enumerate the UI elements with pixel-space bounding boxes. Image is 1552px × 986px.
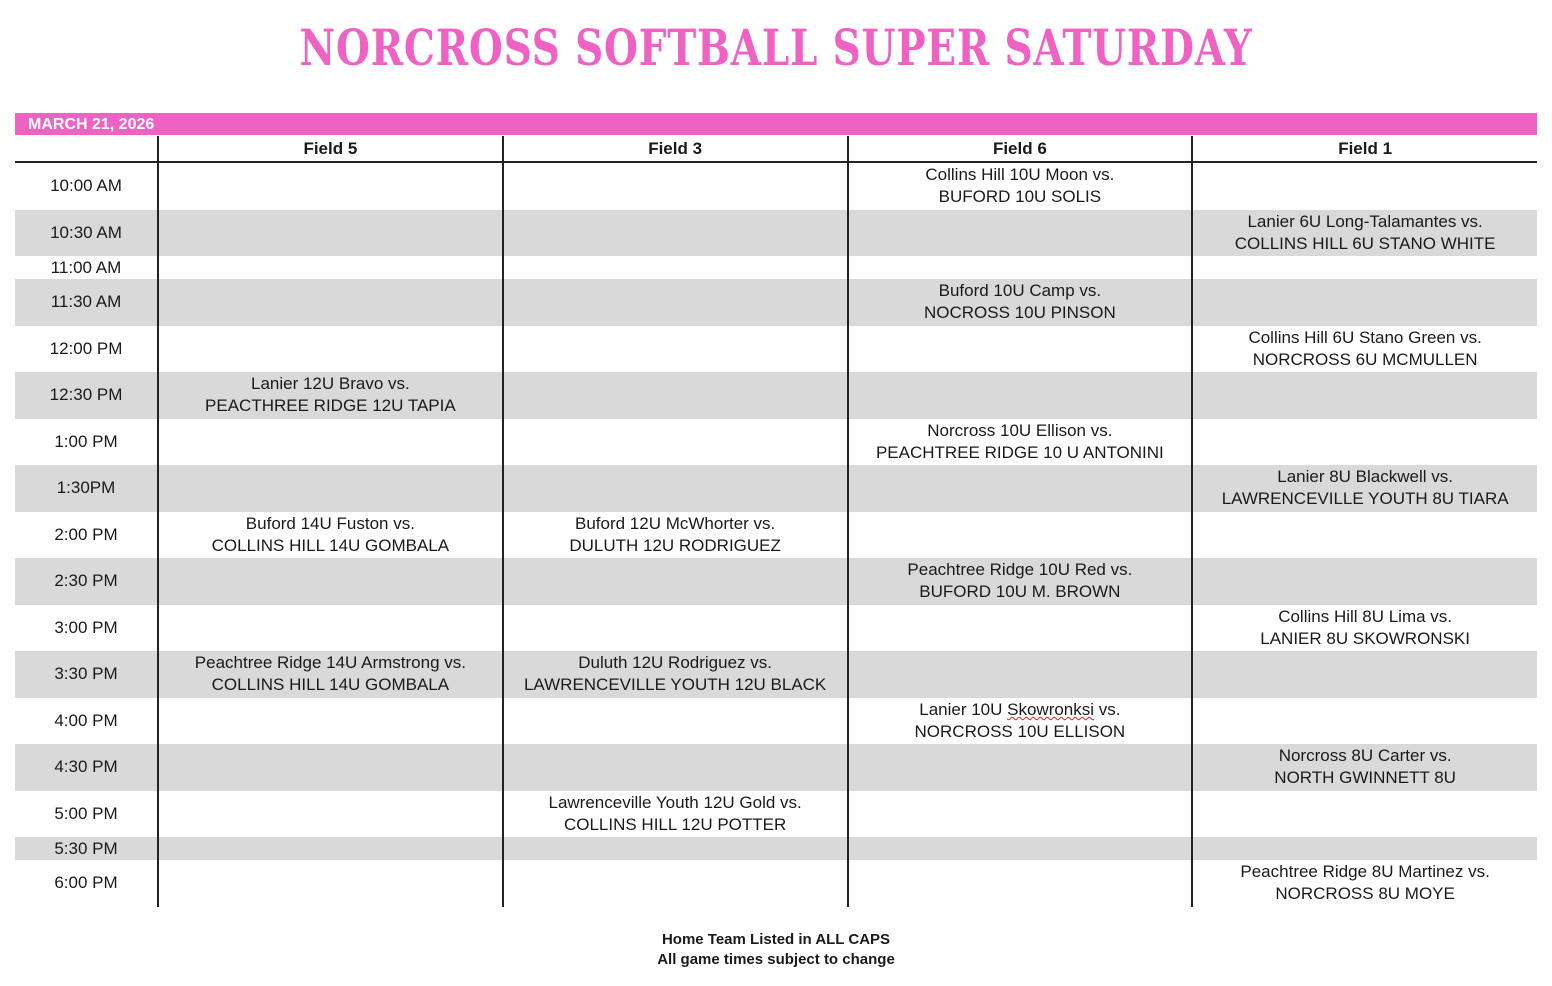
schedule-body xyxy=(15,162,1537,907)
schedule-row xyxy=(15,256,1537,279)
schedule-row xyxy=(15,465,1537,512)
empty-cell xyxy=(848,791,1193,838)
empty-cell xyxy=(848,465,1193,512)
away-team: Norcross 8U Carter vs. xyxy=(1278,746,1452,766)
game-cell xyxy=(503,512,848,559)
empty-cell xyxy=(503,860,848,907)
empty-cell xyxy=(158,860,503,907)
empty-cell xyxy=(503,279,848,326)
time-slot: 1:30PM xyxy=(15,465,158,512)
schedule-row xyxy=(15,558,1537,605)
game-cell xyxy=(503,651,848,698)
schedule-row xyxy=(15,419,1537,466)
time-slot: 12:00 PM xyxy=(49,338,123,358)
away-team: Lanier 8U Blackwell vs. xyxy=(1277,467,1453,487)
time-slot: 2:00 PM xyxy=(54,524,118,544)
away-team: Collins Hill 10U Moon vs. xyxy=(925,165,1115,185)
field-header: Field 1 xyxy=(1192,136,1537,162)
empty-cell xyxy=(158,744,503,791)
empty-cell xyxy=(503,256,848,279)
game-cell xyxy=(848,279,1193,326)
empty-cell xyxy=(1192,419,1537,466)
empty-cell xyxy=(1192,558,1537,605)
empty-cell xyxy=(1192,698,1537,745)
empty-cell xyxy=(158,558,503,605)
home-team: COLLINS HILL 14U GOMBALA xyxy=(211,675,450,695)
away-team: Peachtree Ridge 10U Red vs. xyxy=(907,560,1133,580)
game-cell xyxy=(848,419,1193,466)
empty-cell xyxy=(1192,372,1537,419)
schedule-row xyxy=(15,372,1537,419)
home-team: LAWRENCEVILLE YOUTH 8U TIARA xyxy=(1221,489,1509,509)
empty-cell xyxy=(158,210,503,257)
home-team: PEACTHREE RIDGE 12U TAPIA xyxy=(205,396,456,416)
field-header: Field 6 xyxy=(848,136,1193,162)
home-team: NORCROSS 10U ELLISON xyxy=(914,721,1126,741)
time-slot: 2:30 PM xyxy=(15,558,158,605)
game-cell xyxy=(158,651,503,698)
away-team: Collins Hill 8U Lima vs. xyxy=(1278,606,1453,626)
empty-cell xyxy=(1192,837,1537,860)
footer-notes xyxy=(0,930,1552,970)
game-cell xyxy=(158,372,503,419)
home-team: PEACHTREE RIDGE 10 U ANTONINI xyxy=(875,442,1164,462)
header-row xyxy=(15,136,1537,162)
empty-cell xyxy=(848,651,1193,698)
empty-cell xyxy=(1192,512,1537,559)
empty-cell xyxy=(503,210,848,257)
page-title: NORCROSS SOFTBALL SUPER SATURDAY xyxy=(299,18,1253,77)
empty-cell xyxy=(503,698,848,745)
schedule-row xyxy=(15,651,1537,698)
empty-cell xyxy=(503,162,848,210)
empty-cell xyxy=(158,419,503,466)
home-team: NORCROSS 6U MCMULLEN xyxy=(1252,349,1478,369)
empty-cell xyxy=(158,162,503,210)
away-team: Norcross 10U Ellison vs. xyxy=(927,420,1113,440)
empty-cell xyxy=(848,326,1193,373)
time-column-header xyxy=(15,136,158,162)
empty-cell xyxy=(158,605,503,652)
empty-cell xyxy=(848,512,1193,559)
empty-cell xyxy=(503,744,848,791)
schedule-row xyxy=(15,326,1537,373)
empty-cell xyxy=(848,256,1193,279)
game-cell xyxy=(1192,860,1537,907)
time-slot: 11:30 AM xyxy=(15,279,158,326)
time-slot: 3:00 PM xyxy=(54,617,118,637)
empty-cell xyxy=(158,256,503,279)
away-team: Buford 10U Camp vs. xyxy=(938,281,1102,301)
time-slot: 4:00 PM xyxy=(54,710,118,730)
away-team: Buford 12U McWhorter vs. xyxy=(574,513,776,533)
home-team: NORTH GWINNETT 8U xyxy=(1274,768,1456,788)
time-slot: 3:30 PM xyxy=(15,651,158,698)
away-team: Peachtree Ridge 14U Armstrong vs. xyxy=(194,653,466,673)
empty-cell xyxy=(848,837,1193,860)
empty-cell xyxy=(848,210,1193,257)
game-cell xyxy=(1192,605,1537,652)
game-cell xyxy=(158,512,503,559)
time-slot: 4:30 PM xyxy=(15,744,158,791)
schedule-row xyxy=(15,860,1537,907)
away-team: Lanier 12U Bravo vs. xyxy=(251,374,410,394)
game-cell xyxy=(503,791,848,838)
schedule-change-note: All game times subject to change xyxy=(657,951,895,968)
empty-cell xyxy=(503,419,848,466)
empty-cell xyxy=(1192,651,1537,698)
time-slot: 11:00 AM xyxy=(50,257,122,277)
empty-cell xyxy=(848,372,1193,419)
schedule-row xyxy=(15,791,1537,838)
empty-cell xyxy=(503,558,848,605)
empty-cell xyxy=(848,744,1193,791)
spellcheck-underline: Skowronksi xyxy=(1007,699,1095,719)
empty-cell xyxy=(1192,791,1537,838)
empty-cell xyxy=(503,837,848,860)
schedule-row xyxy=(15,698,1537,745)
away-team: Lanier 6U Long-Talamantes vs. xyxy=(1247,211,1483,231)
field-header: Field 3 xyxy=(503,136,848,162)
away-team: Peachtree Ridge 8U Martinez vs. xyxy=(1240,862,1490,882)
schedule-row xyxy=(15,279,1537,326)
schedule-row xyxy=(15,744,1537,791)
empty-cell xyxy=(158,279,503,326)
time-slot: 5:30 PM xyxy=(15,837,158,860)
schedule-row xyxy=(15,605,1537,652)
empty-cell xyxy=(158,465,503,512)
game-cell xyxy=(1192,465,1537,512)
empty-cell xyxy=(158,698,503,745)
game-cell xyxy=(848,558,1193,605)
time-slot: 10:30 AM xyxy=(15,210,158,257)
date-banner xyxy=(15,113,1537,135)
schedule-table xyxy=(15,136,1537,907)
schedule-row xyxy=(15,162,1537,210)
event-date: MARCH 21, 2026 xyxy=(28,116,155,133)
game-cell xyxy=(848,698,1193,745)
time-slot: 12:30 PM xyxy=(15,372,158,419)
game-cell xyxy=(1192,326,1537,373)
empty-cell xyxy=(158,326,503,373)
empty-cell xyxy=(503,605,848,652)
time-slot: 1:00 PM xyxy=(54,431,118,451)
home-team: BUFORD 10U M. BROWN xyxy=(919,582,1121,602)
field-header: Field 5 xyxy=(158,136,503,162)
time-slot: 5:00 PM xyxy=(54,803,118,823)
home-team: COLLINS HILL 12U POTTER xyxy=(563,814,787,834)
game-cell xyxy=(848,162,1193,210)
away-team: Lawrenceville Youth 12U Gold vs. xyxy=(548,792,802,812)
home-team: DULUTH 12U RODRIGUEZ xyxy=(569,535,781,555)
empty-cell xyxy=(158,837,503,860)
empty-cell xyxy=(1192,279,1537,326)
home-team: BUFORD 10U SOLIS xyxy=(938,187,1102,207)
schedule-row xyxy=(15,837,1537,860)
game-cell xyxy=(1192,210,1537,257)
time-slot: 6:00 PM xyxy=(54,873,118,893)
home-team: COLLINS HILL 6U STANO WHITE xyxy=(1234,233,1496,253)
schedule-row xyxy=(15,512,1537,559)
empty-cell xyxy=(1192,256,1537,279)
schedule-row xyxy=(15,210,1537,257)
home-team-note: Home Team Listed in ALL CAPS xyxy=(661,931,891,948)
empty-cell xyxy=(848,605,1193,652)
empty-cell xyxy=(158,791,503,838)
empty-cell xyxy=(1192,162,1537,210)
home-team: LAWRENCEVILLE YOUTH 12U BLACK xyxy=(523,675,827,695)
game-cell xyxy=(1192,744,1537,791)
away-team: Lanier 10U Skowronksi vs. xyxy=(919,699,1121,719)
away-team: Duluth 12U Rodriguez vs. xyxy=(578,653,772,673)
home-team: NOCROSS 10U PINSON xyxy=(923,303,1116,323)
empty-cell xyxy=(503,465,848,512)
home-team: COLLINS HILL 14U GOMBALA xyxy=(211,535,450,555)
away-team: Collins Hill 6U Stano Green vs. xyxy=(1248,327,1482,347)
empty-cell xyxy=(503,372,848,419)
empty-cell xyxy=(503,326,848,373)
empty-cell xyxy=(848,860,1193,907)
home-team: LANIER 8U SKOWRONSKI xyxy=(1260,628,1470,648)
away-team: Buford 14U Fuston vs. xyxy=(245,513,415,533)
home-team: NORCROSS 8U MOYE xyxy=(1275,884,1455,904)
time-slot: 10:00 AM xyxy=(50,176,122,196)
